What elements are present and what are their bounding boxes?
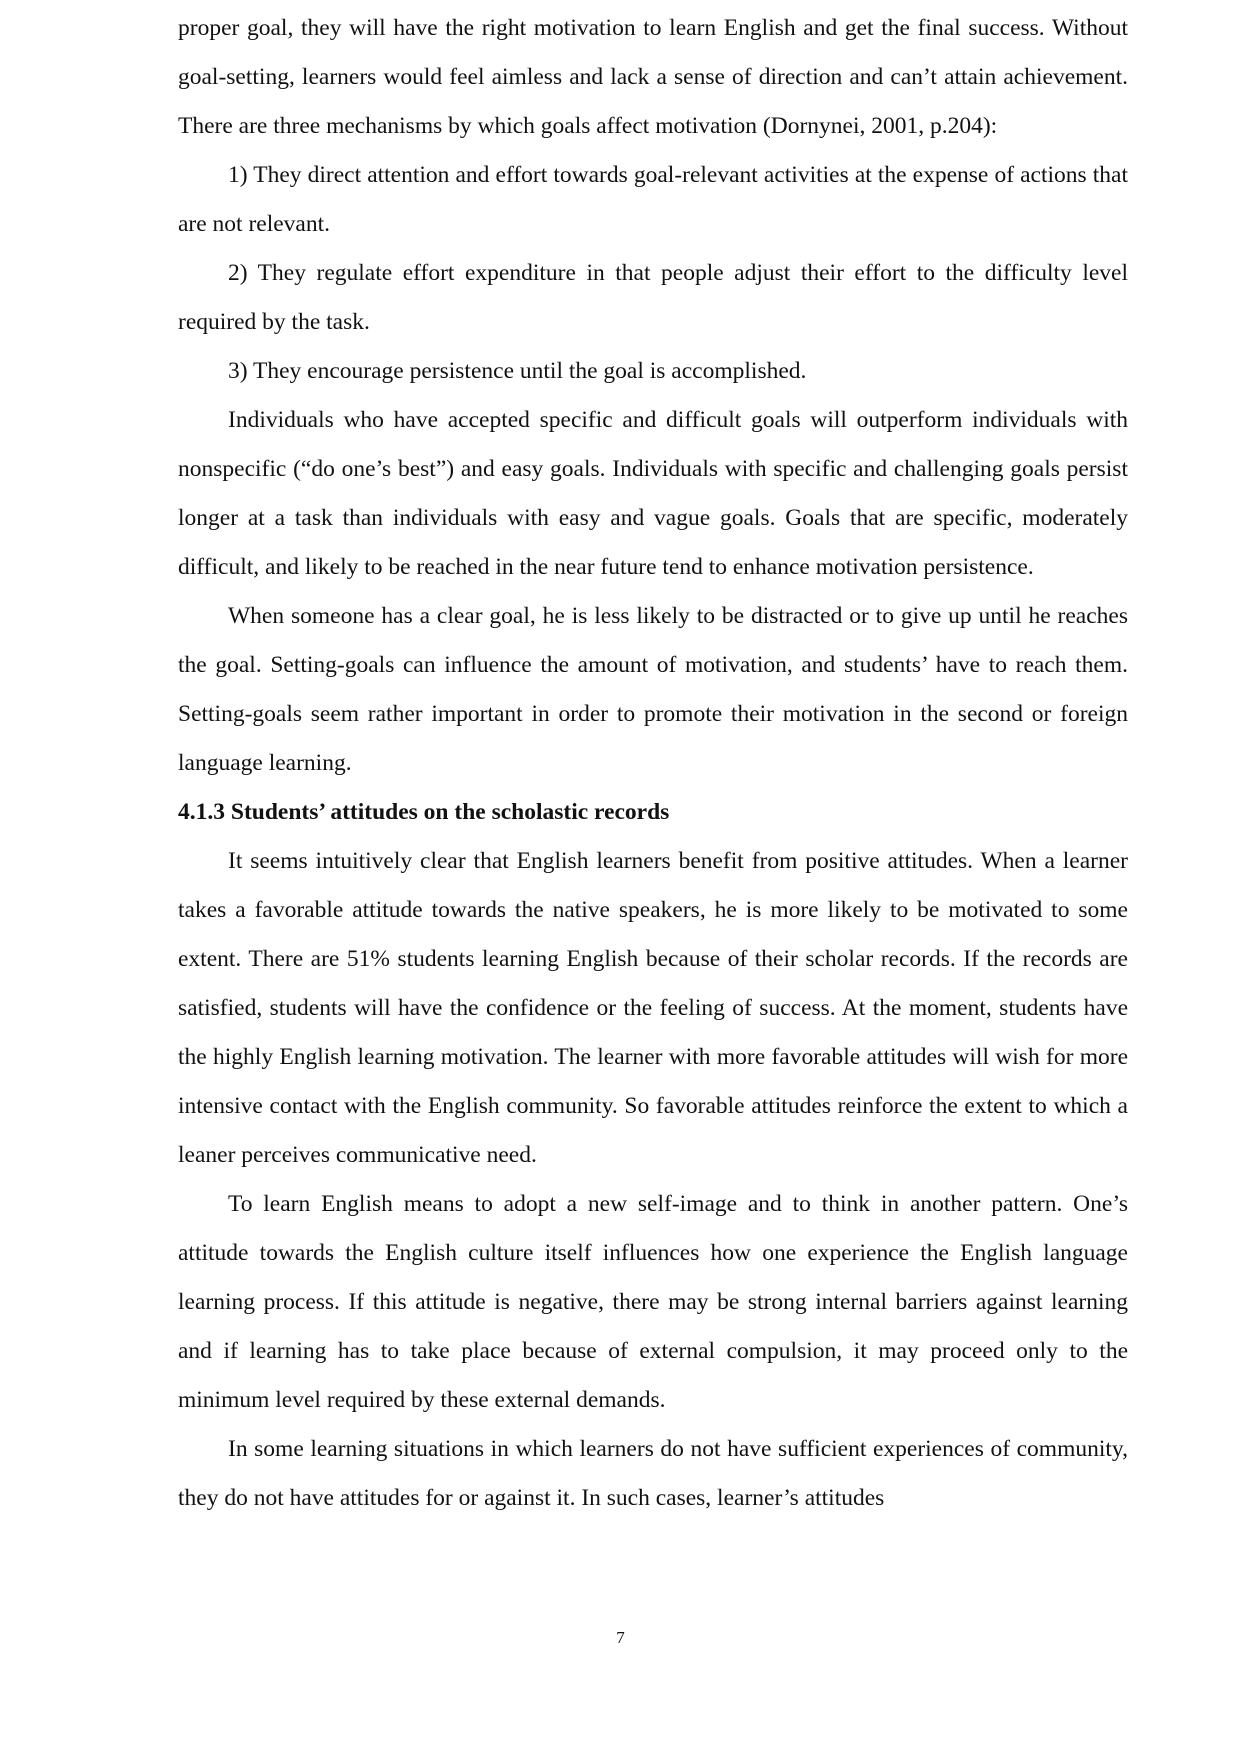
list-item: 1) They direct attention and effort towards goal-relevant activities at the expense of actions that are not relevant.	[178, 162, 1128, 237]
paragraph: proper goal, they will have the right motivation to learn English and get the final success. Without goal-setting, learners would feel aimless and lack a sense of direction and can’t attain achievement. There are three mechanisms by which goals affect motivation (Dornynei, 2001, p.204):	[178, 15, 1128, 139]
list-item: 3) They encourage persistence until the goal is accomplished.	[228, 358, 807, 384]
paragraph: To learn English means to adopt a new self-image and to think in another pattern. One’s attitude towards the English culture itself influences how one experience the English language learning process. If this attitude is negative, there may be strong internal barriers against learning and if learning has to take place because of external compulsion, it may proceed only to the minimum level required by these external demands.	[178, 1191, 1128, 1413]
paragraph: Individuals who have accepted specific and difficult goals will outperform individuals with nonspecific (“do one’s best”) and easy goals. Individuals with specific and challenging goals persist longer at a task than individuals with easy and vague goals. Goals that are specific, moderately difficult, and likely to be reached in the near future tend to enhance motivation persistence.	[178, 407, 1128, 580]
page-number: 7	[616, 1628, 625, 1647]
section-heading: 4.1.3 Students’ attitudes on the scholastic records	[178, 799, 670, 825]
paragraph: When someone has a clear goal, he is less likely to be distracted or to give up until he reaches the goal. Setting-goals can influence the amount of motivation, and students’ have to reach them. Setting-goals seem rather important in order to promote their motivation in the second or foreign language learning.	[178, 603, 1128, 776]
document-page	[178, 4, 1128, 1523]
paragraph: It seems intuitively clear that English learners benefit from positive attitudes. When a learner takes a favorable attitude towards the native speakers, he is more likely to be motivated to some extent. There are 51% students learning English because of their scholar records. If the records are satisfied, students will have the confidence or the feeling of success. At the moment, students have the highly English learning motivation. The learner with more favorable attitudes will wish for more intensive contact with the English community. So favorable attitudes reinforce the extent to which a leaner perceives communicative need.	[178, 848, 1128, 1168]
list-item: 2) They regulate effort expenditure in that people adjust their effort to the difficulty level required by the task.	[178, 260, 1128, 335]
paragraph: In some learning situations in which learners do not have sufficient experiences of community, they do not have attitudes for or against it. In such cases, learner’s attitudes	[178, 1436, 1128, 1511]
